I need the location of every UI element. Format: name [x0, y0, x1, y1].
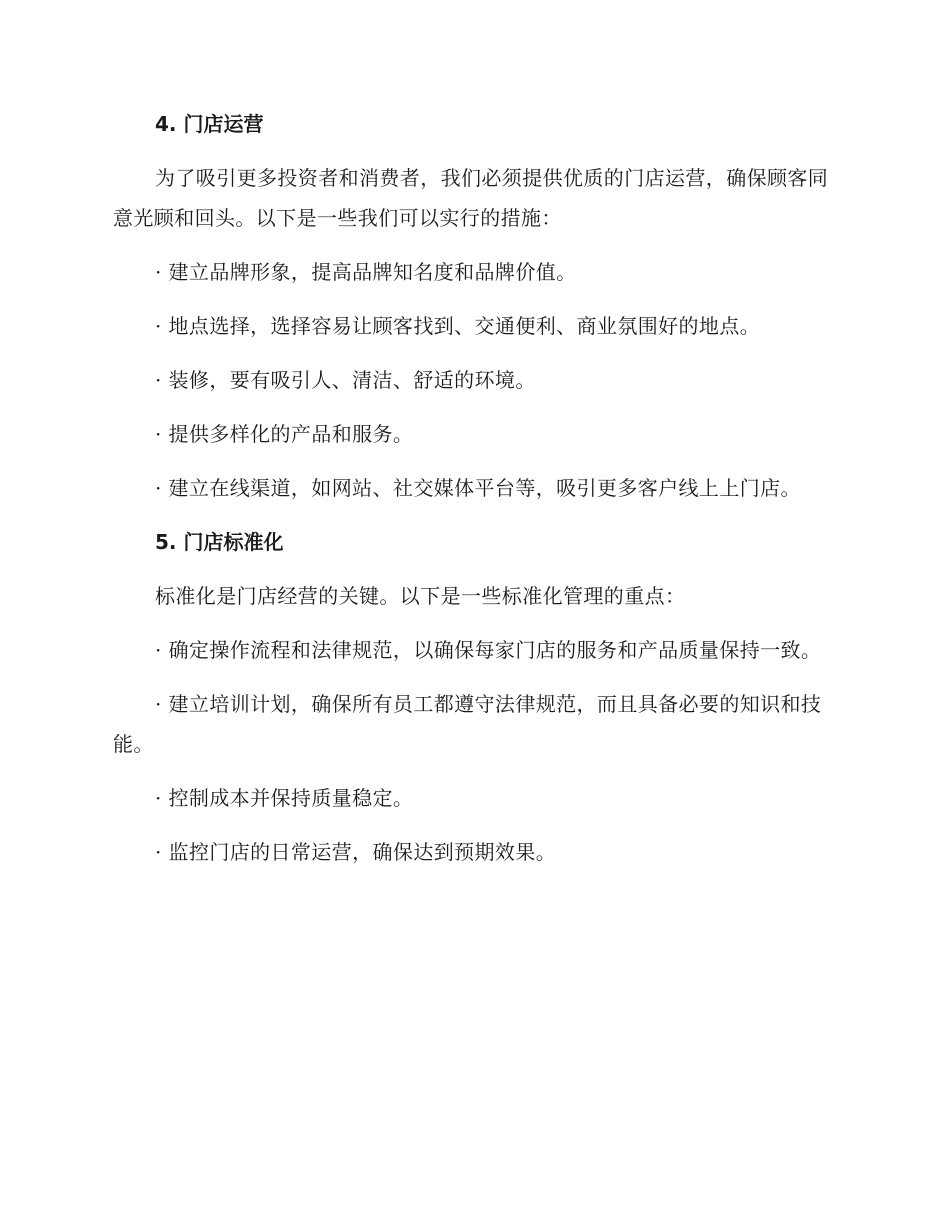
section-5-intro: 标准化是门店经营的关键。以下是一些标准化管理的重点：: [155, 584, 686, 608]
section-5-heading: 5. 门店标准化: [155, 530, 284, 554]
section-4-item-5: · 建立在线渠道，如网站、社交媒体平台等，吸引更多客户线上上门店。: [155, 476, 801, 500]
section-4-heading: 4. 门店运营: [155, 112, 264, 136]
section-5-item-1: · 确定操作流程和法律规范，以确保每家门店的服务和产品质量保持一致。: [155, 638, 822, 662]
section-4-item-3: · 装修，要有吸引人、清洁、舒适的环境。: [155, 368, 536, 392]
section-5-item-3: · 控制成本并保持质量稳定。: [155, 786, 414, 810]
section-4-intro: 为了吸引更多投资者和消费者，我们必须提供优质的门店运营，确保顾客同意光顾和回头。以下是一些我们可以实行的措施：: [113, 166, 829, 230]
section-5-item-4: · 监控门店的日常运营，确保达到预期效果。: [155, 840, 557, 864]
section-4-item-2: · 地点选择，选择容易让顾客找到、交通便利、商业氛围好的地点。: [155, 314, 761, 338]
section-4-item-1: · 建立品牌形象，提高品牌知名度和品牌价值。: [155, 260, 577, 284]
document-body: [113, 104, 831, 886]
section-5-item-2: · 建立培训计划，确保所有员工都遵守法律规范，而且具备必要的知识和技能。: [113, 692, 822, 756]
section-4-item-4: · 提供多样化的产品和服务。: [155, 422, 414, 446]
